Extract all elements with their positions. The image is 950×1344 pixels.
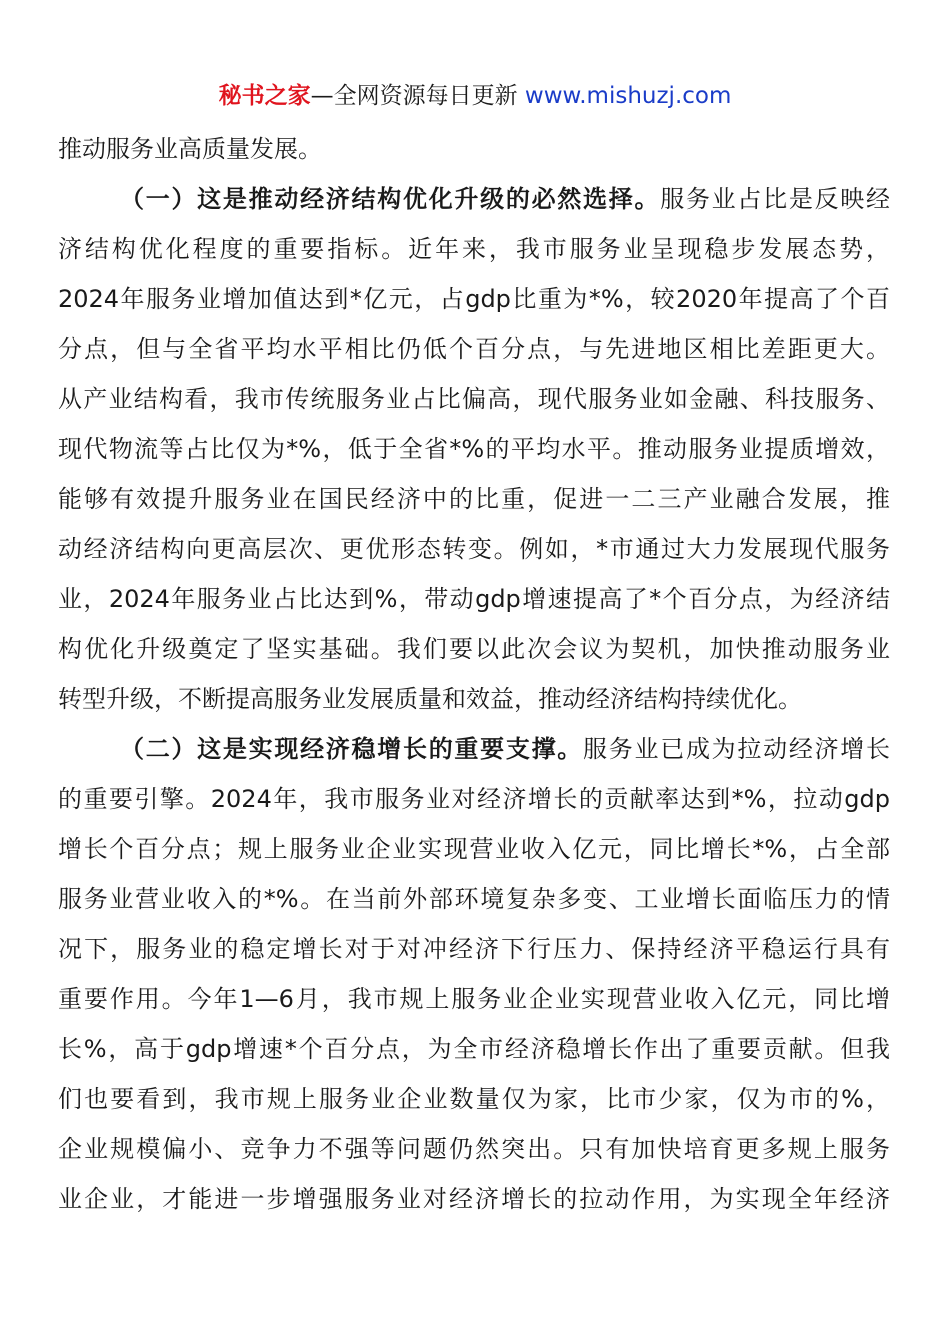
page-header (0, 80, 950, 112)
section-one-heading: （一）这是推动经济结构优化升级的必然选择。 (120, 185, 661, 213)
text-line: 服务业营业收入的*%。在当前外部环境复杂多变、工业增长面临压力的情 (58, 885, 890, 913)
text-line: 2024年服务业增加值达到*亿元，占gdp比重为*%，较2020年提高了个百 (58, 285, 890, 313)
text-line: 们也要看到，我市规上服务业企业数量仅为家，比市少家，仅为市的%， (58, 1085, 890, 1113)
text-line: 的重要引擎。2024年，我市服务业对经济增长的贡献率达到*%，拉动gdp (58, 785, 890, 813)
text-line: 能够有效提升服务业在国民经济中的比重，促进一二三产业融合发展，推 (58, 485, 890, 513)
text-line: 现代物流等占比仅为*%，低于全省*%的平均水平。推动服务业提质增效， (58, 435, 890, 463)
text-line: 推动服务业高质量发展。 (58, 135, 322, 163)
text-line: 企业规模偏小、竞争力不强等问题仍然突出。只有加快培育更多规上服务 (58, 1135, 890, 1163)
text-line: 从产业结构看，我市传统服务业占比偏高，现代服务业如金融、科技服务、 (58, 385, 890, 413)
text-line: 济结构优化程度的重要指标。近年来，我市服务业呈现稳步发展态势， (58, 235, 890, 263)
section-two-first-line (58, 724, 890, 774)
text-line: 分点，但与全省平均水平相比仍低个百分点，与先进地区相比差距更大。 (58, 335, 890, 363)
text-line-rest: 服务业占比是反映经 (660, 185, 891, 213)
text-line: 转型升级，不断提高服务业发展质量和效益，推动经济结构持续优化。 (58, 685, 802, 713)
section-two-heading: （二）这是实现经济稳增长的重要支撑。 (120, 735, 584, 763)
brand-name: 秘书之家 (218, 83, 311, 109)
header-tagline: —全网资源每日更新 (310, 83, 525, 109)
text-line: 重要作用。今年1—6月，我市规上服务业企业实现营业收入亿元，同比增 (58, 985, 890, 1013)
document-body (58, 124, 890, 1224)
text-line: 长%，高于gdp增速*个百分点，为全市经济稳增长作出了重要贡献。但我 (58, 1035, 890, 1063)
text-line: 动经济结构向更高层次、更优形态转变。例如，*市通过大力发展现代服务 (58, 535, 890, 563)
section-one-first-line (58, 174, 890, 224)
text-line: 增长个百分点；规上服务业企业实现营业收入亿元，同比增长*%，占全部 (58, 835, 890, 863)
text-line: 业，2024年服务业占比达到%，带动gdp增速提高了*个百分点，为经济结 (58, 585, 890, 613)
text-line-rest: 服务业已成为拉动经济增长 (583, 735, 891, 763)
website-link[interactable]: www.mishuzj.com (524, 83, 732, 109)
text-line: 业企业，才能进一步增强服务业对经济增长的拉动作用，为实现全年经济 (58, 1185, 890, 1213)
text-line: 构优化升级奠定了坚实基础。我们要以此次会议为契机，加快推动服务业 (58, 635, 890, 663)
text-line: 况下，服务业的稳定增长对于对冲经济下行压力、保持经济平稳运行具有 (58, 935, 890, 963)
